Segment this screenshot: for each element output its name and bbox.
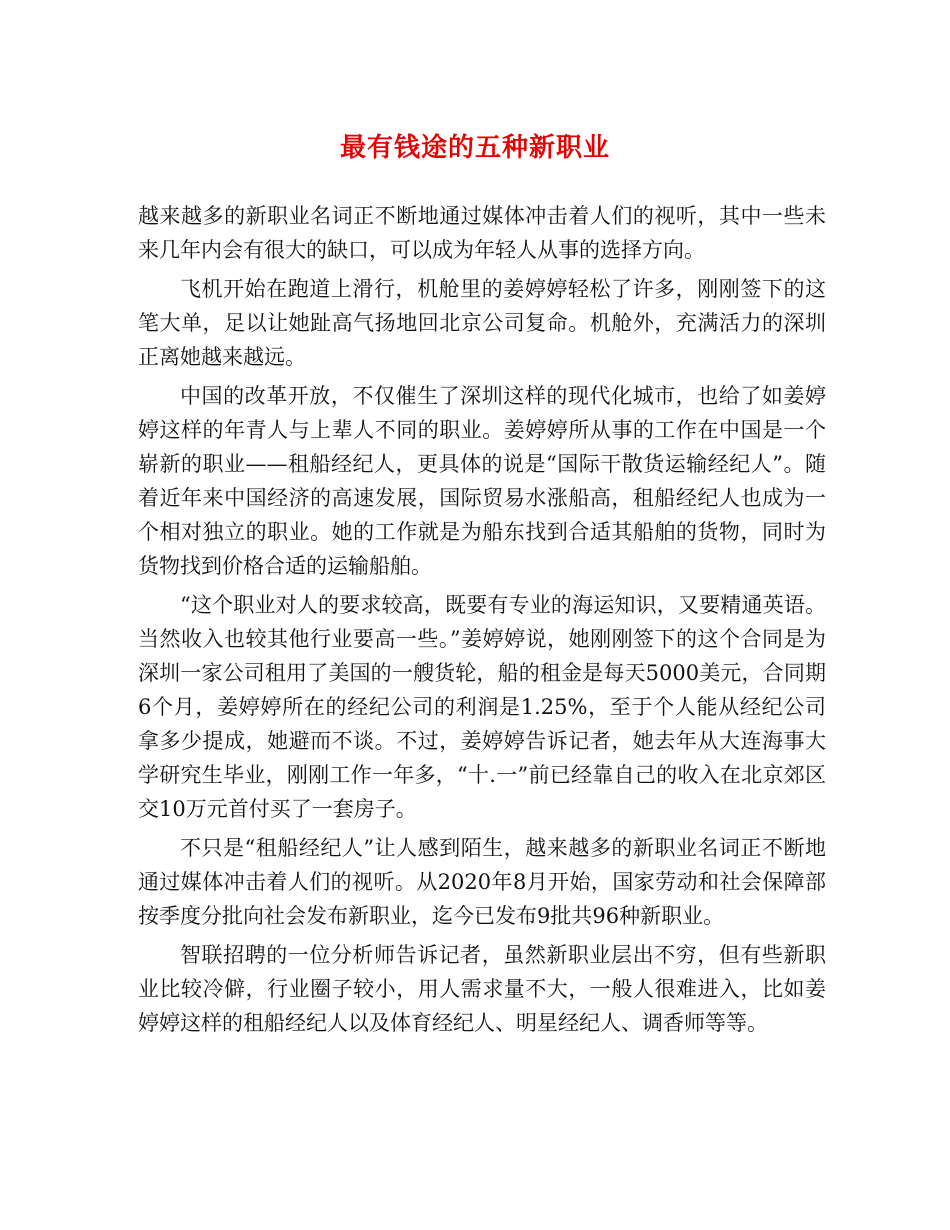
paragraph-reform: 中国的改革开放，不仅催生了深圳这样的现代化城市，也给了如姜婷婷这样的年青人与上辈人不同的职业。姜婷婷所从事的工作在中国是一个崭新的职业——租船经纪人，更具体的说是“国际干散货运输经纪人”。随着近年来中国经济的高速发展，国际贸易水涨船高，租船经纪人也成为一个相对独立的职业。她的工作就是为船东找到合适其船舶的货物，同时为货物找到价格合适的运输船舶。 [138, 384, 826, 578]
document-title: 最有钱途的五种新职业 [339, 133, 610, 163]
paragraph-quote: “这个职业对人的要求较高，既要有专业的海运知识，又要精通英语。当然收入也较其他行业要高一些。”姜婷婷说，她刚刚签下的这个合同是为深圳一家公司租用了美国的一艘货轮，船的租金是每天5000美元，合同期6个月，姜婷婷所在的经纪公司的利润是1.25%，至于个人能从经纪公司拿多少提成，她避而不谈。不过，姜婷婷告诉记者，她去年从大连海事大学研究生毕业，刚刚工作一年多，“十.一”前已经靠自己的收入在北京郊区交10万元首付买了一套房子。 [138, 593, 826, 821]
paragraph-new-jobs: 不只是“租船经纪人”让人感到陌生，越来越多的新职业名词正不断地通过媒体冲击着人们的视听。从2020年8月开始，国家劳动和社会保障部按季度分批向社会发布新职业，迄今已发布9批共96种新职业。 [138, 836, 826, 928]
document-body [138, 199, 826, 1045]
paragraph-analyst: 智联招聘的一位分析师告诉记者，虽然新职业层出不穷，但有些新职业比较冷僻，行业圈子较小，用人需求量不大，一般人很难进入，比如姜婷婷这样的租船经纪人以及体育经纪人、明星经纪人、调香师等等。 [138, 943, 826, 1035]
paragraph-airplane: 飞机开始在跑道上滑行，机舱里的姜婷婷轻松了许多，刚刚签下的这笔大单，足以让她趾高气扬地回北京公司复命。机舱外，充满活力的深圳正离她越来越远。 [138, 277, 826, 369]
paragraph-intro: 越来越多的新职业名词正不断地通过媒体冲击着人们的视听，其中一些未来几年内会有很大的缺口，可以成为年轻人从事的选择方向。 [138, 204, 826, 262]
